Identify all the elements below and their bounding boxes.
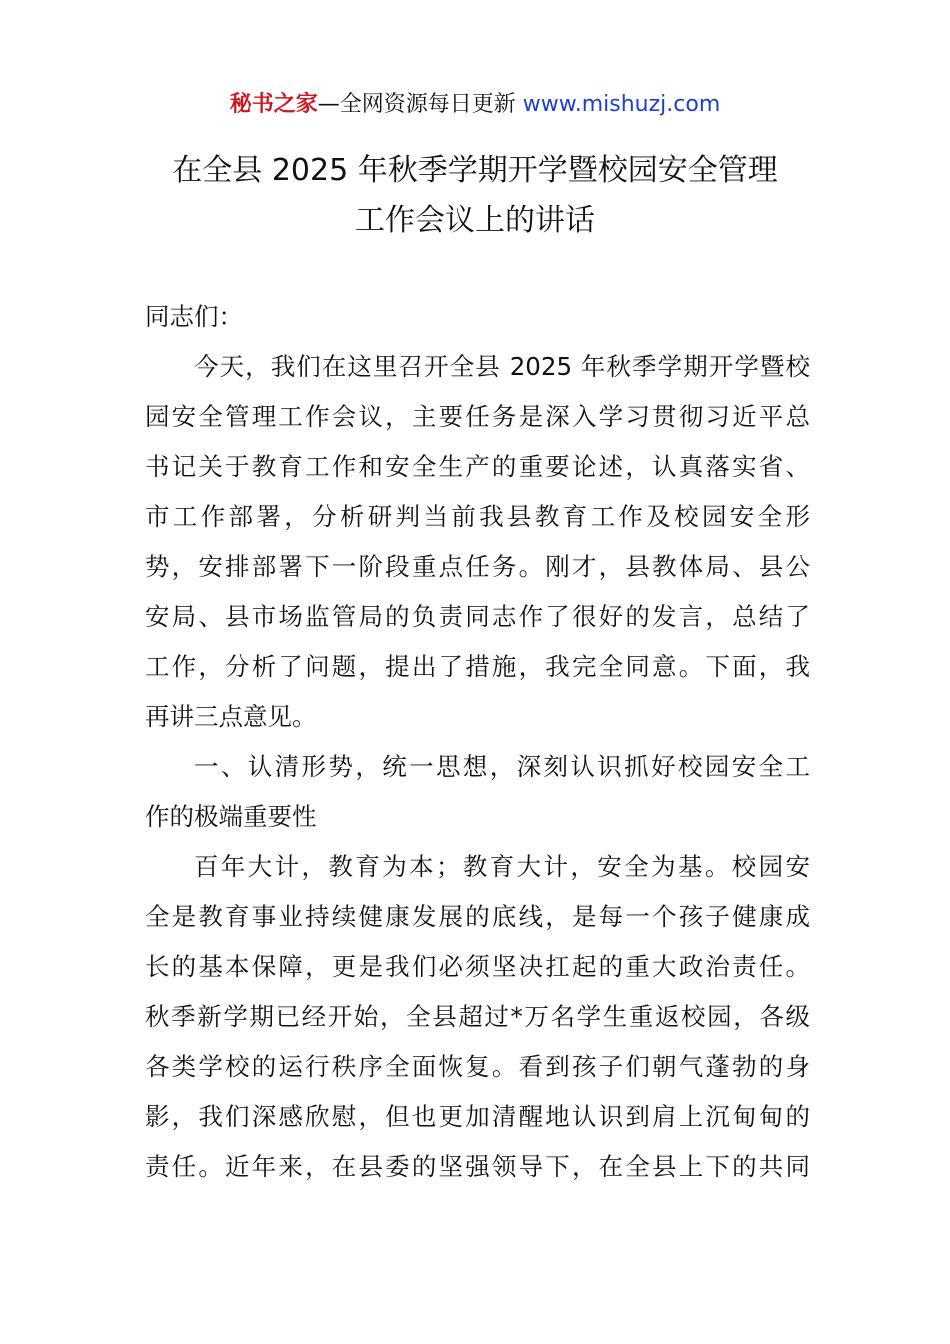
brand-name: 秘书之家: [229, 92, 318, 117]
paragraph-line: 责任。近年来，在县委的坚强领导下，在全县上下的共同: [145, 1152, 810, 1181]
paragraph-line: 百年大计，教育为本；教育大计，安全为基。校园安: [194, 852, 810, 881]
paragraph-line: 工作，分析了问题，提出了措施，我完全同意。下面，我: [145, 652, 810, 681]
paragraph-line: 长的基本保障，更是我们必须坚决扛起的重大政治责任。: [145, 952, 810, 981]
salutation: 同志们：: [145, 302, 243, 331]
paragraph-line: 再讲三点意见。: [145, 702, 317, 731]
paragraph-section-1: [145, 842, 810, 1192]
paragraph-line: 各类学校的运行秩序全面恢复。看到孩子们朝气蓬勃的身: [145, 1052, 810, 1081]
header-tagline: —全网资源每日更新: [317, 92, 523, 117]
title-line-1: 在全县 2025 年秋季学期开学暨校园安全管理: [172, 153, 778, 188]
document-title: [100, 146, 850, 246]
paragraph-line: 书记关于教育工作和安全生产的重要论述，认真落实省、: [145, 452, 810, 481]
paragraph-line: 园安全管理工作会议，主要任务是深入学习贯彻习近平总: [145, 402, 810, 431]
title-line-2: 工作会议上的讲话: [355, 203, 595, 238]
site-header: [0, 90, 950, 120]
heading-line: 一、认清形势，统一思想，深刻认识抓好校园安全工: [194, 752, 810, 781]
paragraph-line: 全是教育事业持续健康发展的底线，是每一个孩子健康成: [145, 902, 810, 931]
paragraph-line: 市工作部署，分析研判当前我县教育工作及校园安全形: [145, 502, 810, 531]
paragraph-intro: [145, 342, 810, 742]
heading-line: 作的极端重要性: [145, 802, 317, 831]
paragraph-line: 势，安排部署下一阶段重点任务。刚才，县教体局、县公: [145, 552, 810, 581]
site-url: www.mishuzj.com: [522, 92, 721, 117]
paragraph-line: 今天，我们在这里召开全县 2025 年秋季学期开学暨校: [194, 352, 810, 381]
paragraph-line: 安局、县市场监管局的负责同志作了很好的发言，总结了: [145, 602, 810, 631]
paragraph-line: 影，我们深感欣慰，但也更加清醒地认识到肩上沉甸甸的: [145, 1102, 810, 1131]
document-body: [145, 292, 810, 1192]
paragraph-line: 秋季新学期已经开始，全县超过*万名学生重返校园，各级: [145, 1002, 810, 1031]
section-heading-1: [145, 742, 810, 842]
